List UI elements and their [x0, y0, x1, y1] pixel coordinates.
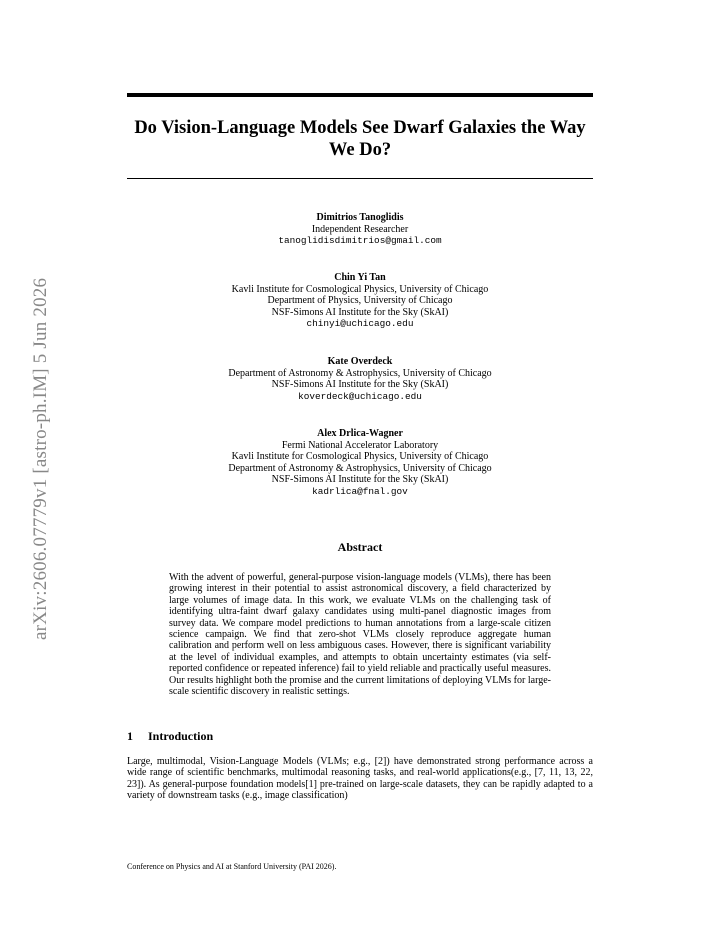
author-block	[127, 428, 593, 497]
abstract-text: With the advent of powerful, general-purpose vision-language models (VLMs), there has been growing interest in their potential to assist astronomical discovery, a field characterized by large volumes of image data. In this work, we evaluate VLMs on the challenging task of identifying ultra-faint dwarf galaxy candidates using multi-panel diagnostic images from survey data. We compare model predictions to human annotations from a large-scale citizen science campaign. We find that zero-shot VLMs closely reproduce aggregate human calibration and perform well on less ambiguous cases. However, there is significant variability at the level of individual examples, and attempts to obtain uncertainty estimates (via self-reported confidence or repeated inference) fail to yield reliable and practically useful measures. Our results highlight both the promise and the current limitations of deploying VLMs for large-scale scientific discovery in realistic settings.	[169, 572, 551, 698]
conference-footnote: Conference on Physics and AI at Stanford University (PAI 2026).	[127, 862, 337, 871]
author-email: koverdeck@uchicago.edu	[298, 390, 422, 402]
author-name: Kate Overdeck	[327, 356, 393, 367]
author-affiliation: Kavli Institute for Cosmological Physics, University of Chicago	[231, 451, 489, 462]
author-email: tanoglidisdimitrios@gmail.com	[278, 235, 442, 246]
author-name: Dimitrios Tanoglidis	[316, 212, 404, 223]
author-affiliation: NSF-Simons AI Institute for the Sky (SkAI)	[271, 474, 449, 485]
arxiv-identifier	[22, 240, 52, 640]
author-affiliation: Department of Astronomy & Astrophysics, University of Chicago	[228, 462, 492, 474]
author-affiliation: NSF-Simons AI Institute for the Sky (SkAI)	[271, 379, 449, 390]
author-email: kadrlica@fnal.gov	[312, 485, 408, 497]
introduction-text: Large, multimodal, Vision-Language Models (VLMs; e.g., [2]) have demonstrated strong performance across a wide range of scientific benchmarks, multimodal reasoning tasks, and real-world applications(e.g., [7, 11, 13, 22, 23]). As general-purpose foundation models[1] pre-trained on large-scale datasets, they can be rapidly adapted to a variety of downstream tasks (e.g., image classification)	[127, 756, 593, 801]
author-affiliation: Department of Physics, University of Chicago	[267, 295, 453, 306]
abstract-heading: Abstract	[337, 540, 383, 554]
author-email: chinyi@uchicago.edu	[306, 318, 414, 329]
paper-title: Do Vision-Language Models See Dwarf Galaxies the Way We Do?	[134, 118, 586, 160]
section-heading	[127, 729, 213, 744]
author-name: Alex Drlica-Wagner	[317, 428, 403, 439]
author-block	[127, 212, 593, 247]
author-block	[127, 356, 593, 402]
title-bottom-rule	[127, 178, 593, 179]
author-affiliation: Independent Researcher	[311, 223, 409, 235]
author-affiliation: Fermi National Accelerator Laboratory	[281, 439, 439, 451]
title-top-rule	[127, 93, 593, 97]
author-affiliation: Kavli Institute for Cosmological Physics, University of Chicago	[231, 283, 489, 295]
author-name: Chin Yi Tan	[334, 272, 386, 283]
arxiv-identifier-text: arXiv:2606.07779v1 [astro-ph.IM] 5 Jun 2026	[30, 277, 51, 640]
section-number: 1	[127, 729, 133, 743]
author-affiliation: NSF-Simons AI Institute for the Sky (SkAI)	[271, 306, 449, 318]
author-affiliation: Department of Astronomy & Astrophysics, University of Chicago	[228, 367, 492, 379]
section-title: Introduction	[148, 729, 214, 743]
author-block	[127, 272, 593, 330]
